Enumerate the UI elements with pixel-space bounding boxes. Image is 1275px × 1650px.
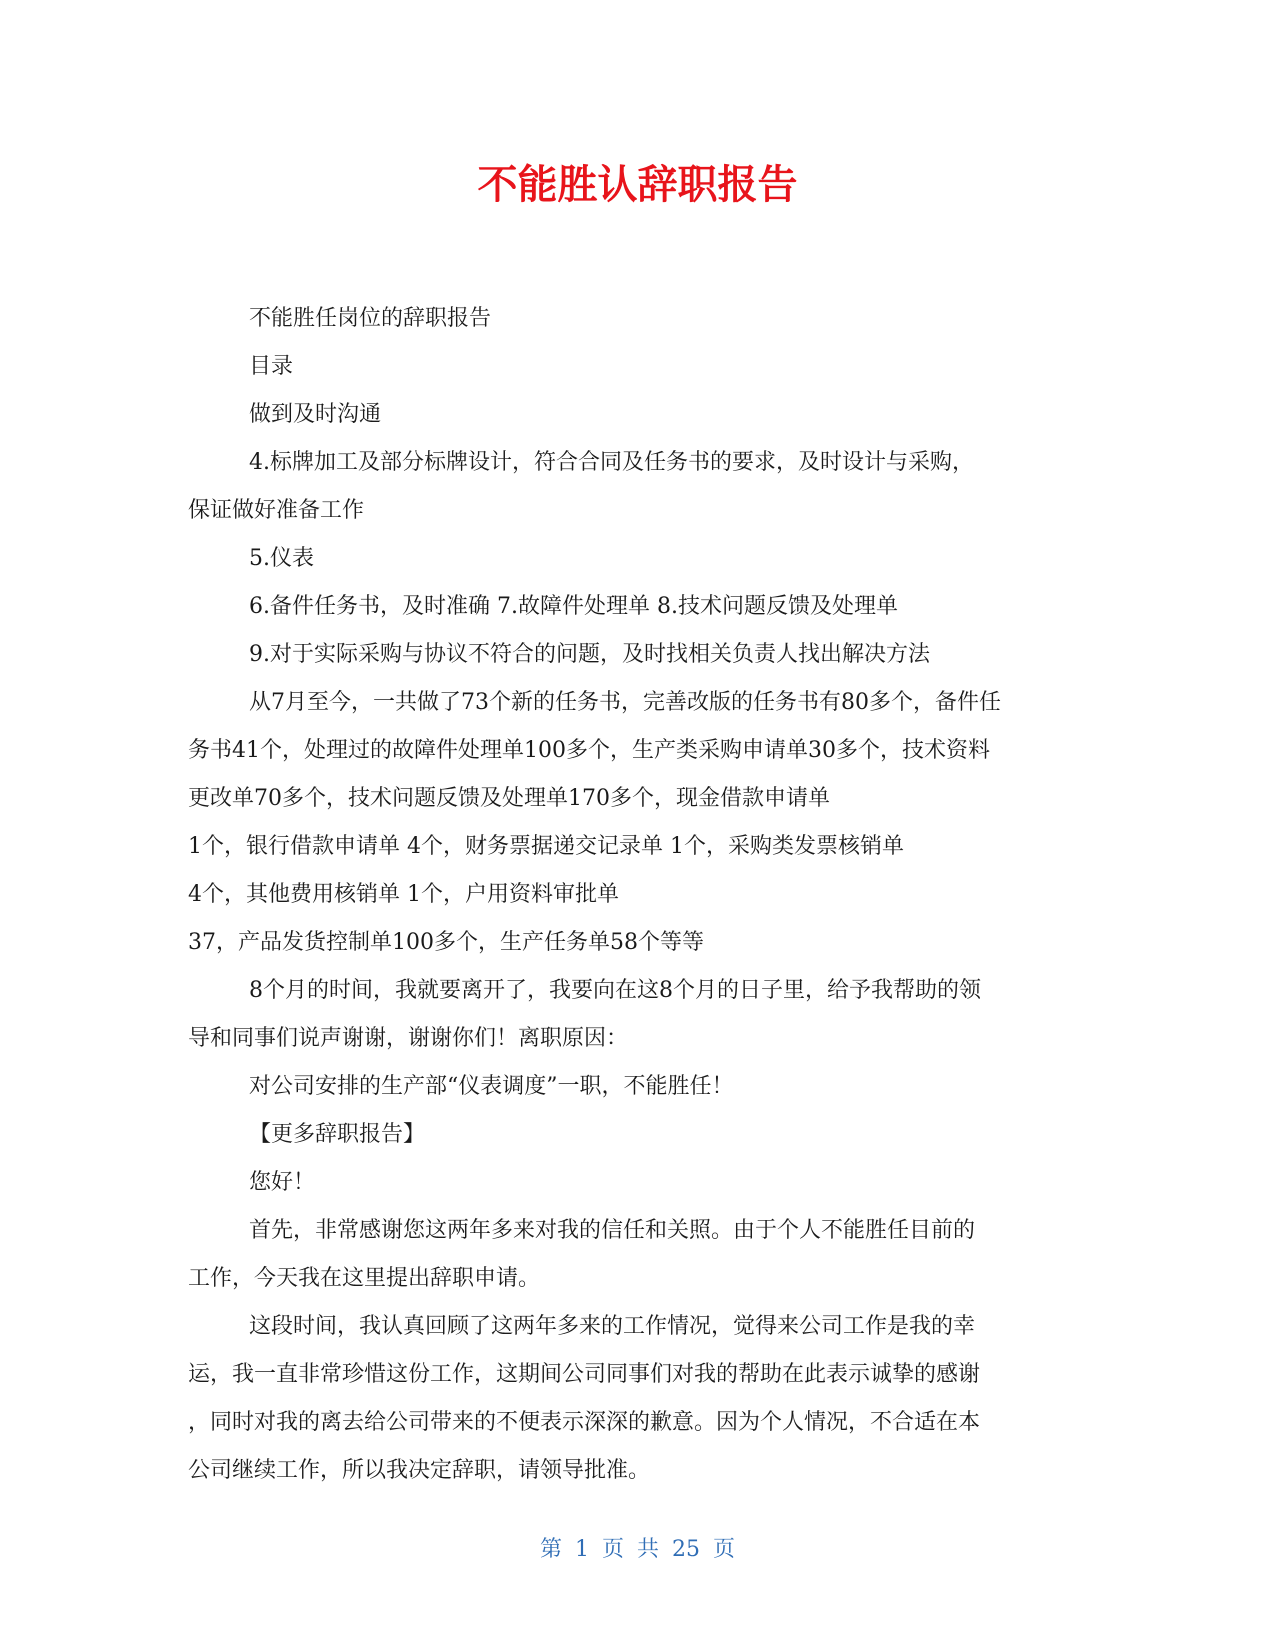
- page-number: 第 1 页 共 25 页: [540, 1537, 735, 1562]
- body-line: 这段时间，我认真回顾了这两年多来的工作情况，觉得来公司工作是我的幸: [249, 1314, 976, 1339]
- body-line: 导和同事们说声谢谢，谢谢你们！离职原因：: [188, 1026, 629, 1051]
- body-line: 5.仪表: [249, 546, 314, 571]
- body-line: 更改单70多个，技术问题反馈及处理单170多个，现金借款申请单: [188, 786, 830, 811]
- body-line: 4个，其他费用核销单 1个，户用资料审批单: [188, 882, 619, 907]
- body-line: 首先，非常感谢您这两年多来对我的信任和关照。由于个人不能胜任目前的: [249, 1218, 976, 1243]
- body-line: 从7月至今，一共做了73个新的任务书，完善改版的任务书有80多个，备件任: [249, 690, 1001, 715]
- body-line: 您好！: [249, 1170, 316, 1195]
- body-line: 对公司安排的生产部“仪表调度”一职，不能胜任！: [249, 1074, 734, 1099]
- body-line: 4.标牌加工及部分标牌设计，符合合同及任务书的要求，及时设计与采购，: [249, 450, 974, 475]
- body-line: 6.备件任务书，及时准确 7.故障件处理单 8.技术问题反馈及处理单: [249, 594, 898, 619]
- body-line: 公司继续工作，所以我决定辞职，请领导批准。: [188, 1458, 651, 1483]
- body-line: ，同时对我的离去给公司带来的不便表示深深的歉意。因为个人情况，不合适在本: [188, 1410, 981, 1435]
- body-line: 不能胜任岗位的辞职报告: [249, 306, 492, 331]
- body-line: 运，我一直非常珍惜这份工作，这期间公司同事们对我的帮助在此表示诚挚的感谢: [188, 1362, 981, 1387]
- body-line: 1个，银行借款申请单 4个，财务票据递交记录单 1个，采购类发票核销单: [188, 834, 904, 859]
- body-line: 目录: [249, 354, 294, 379]
- body-line: 工作，今天我在这里提出辞职申请。: [188, 1266, 541, 1291]
- body-line: 【更多辞职报告】: [249, 1122, 426, 1147]
- document-title: 不能胜认辞职报告: [477, 162, 798, 208]
- body-line: 9.对于实际采购与协议不符合的问题，及时找相关负责人找出解决方法: [249, 642, 930, 667]
- body-line: 保证做好准备工作: [188, 498, 365, 523]
- body-line: 务书41个，处理过的故障件处理单100多个，生产类采购申请单30多个，技术资料: [188, 738, 990, 763]
- body-line: 8个月的时间，我就要离开了，我要向在这8个月的日子里，给予我帮助的领: [249, 978, 981, 1003]
- document-body: [188, 295, 1088, 1495]
- body-line: 做到及时沟通: [249, 402, 382, 427]
- body-line: 37，产品发货控制单100多个，生产任务单58个等等: [188, 930, 704, 955]
